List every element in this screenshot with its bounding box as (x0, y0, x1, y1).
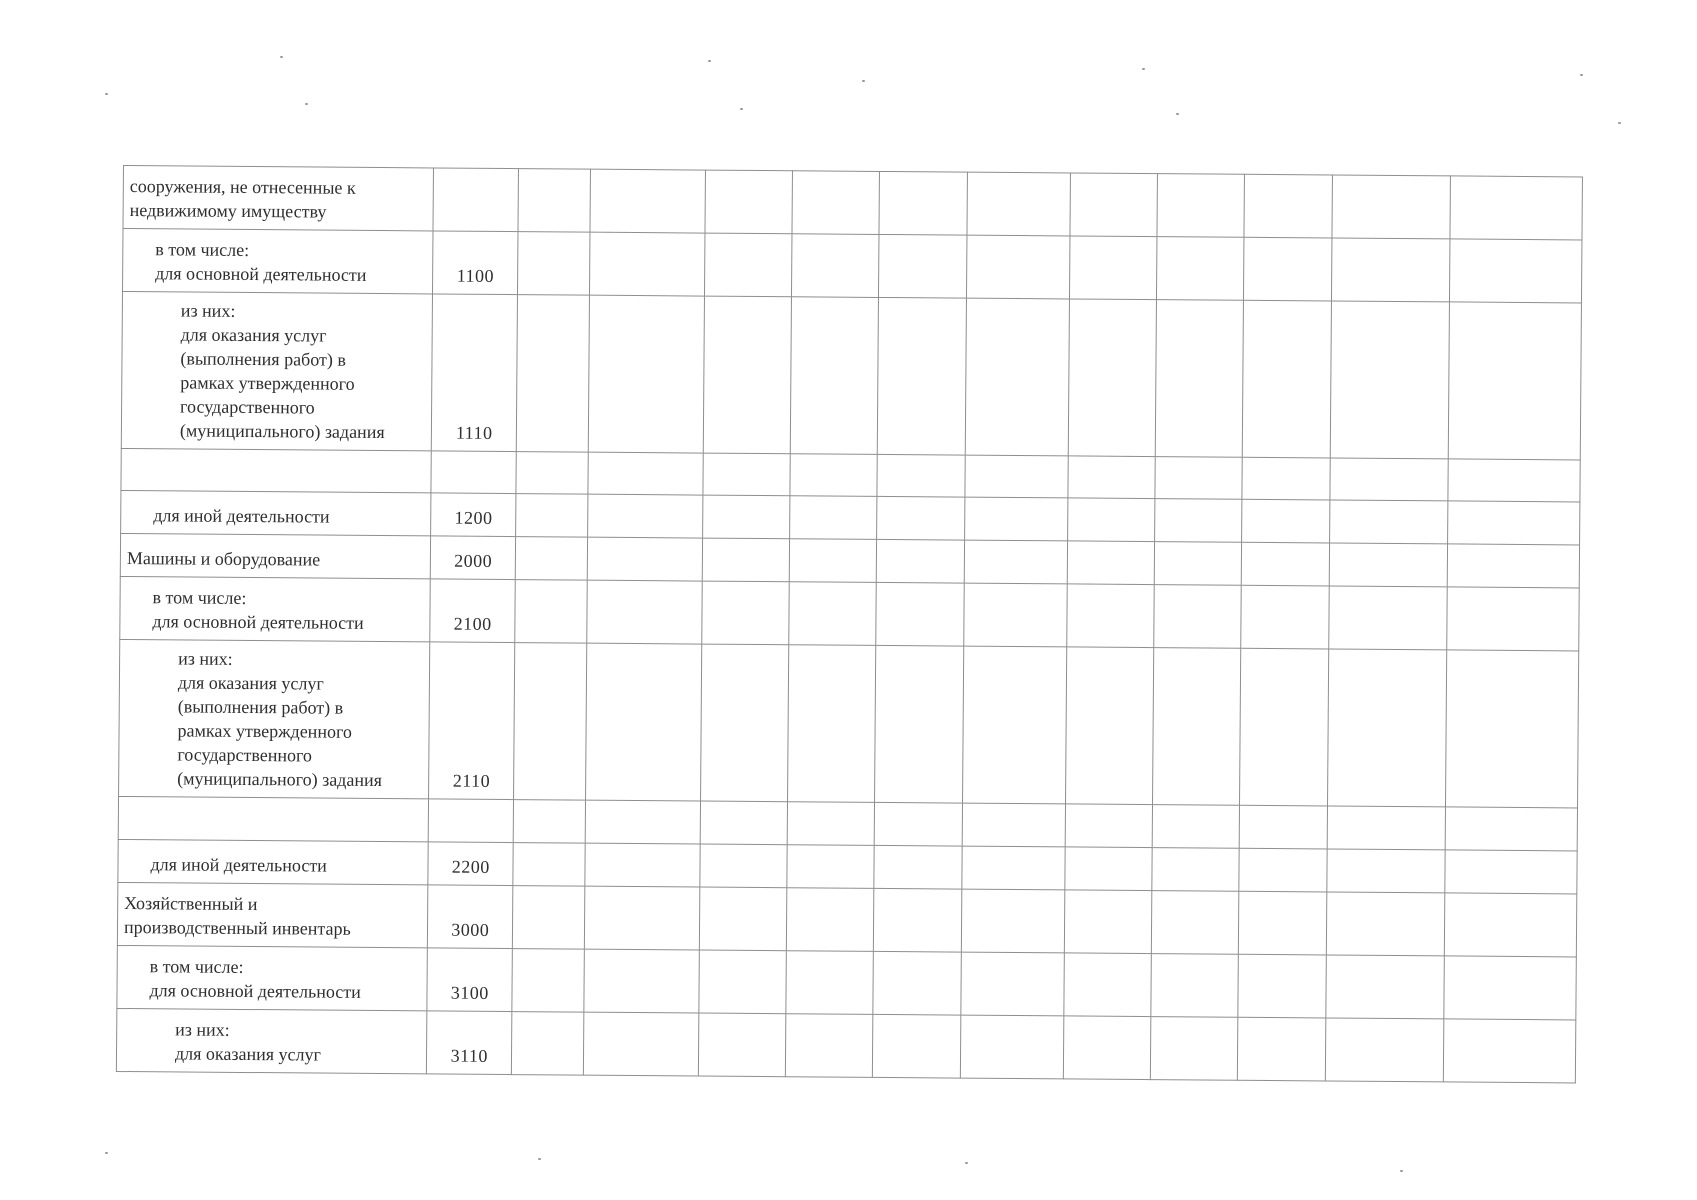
empty-value-cell (1155, 499, 1243, 543)
empty-value-cell (1244, 237, 1332, 301)
empty-value-cell (1244, 174, 1332, 238)
empty-value-cell (515, 580, 587, 644)
empty-value-cell (1325, 1018, 1443, 1082)
row-name-cell: Машины и оборудование (120, 533, 430, 578)
empty-value-cell (879, 171, 967, 235)
empty-value-cell (1151, 954, 1239, 1018)
empty-value-cell (1447, 544, 1580, 588)
empty-value-cell (1067, 498, 1155, 542)
empty-value-cell (876, 582, 964, 646)
empty-value-cell (586, 580, 701, 644)
empty-value-cell (1154, 585, 1242, 649)
empty-value-cell (512, 1012, 584, 1076)
empty-value-cell (1326, 955, 1444, 1019)
scan-speck (305, 103, 308, 105)
empty-value-cell (875, 802, 963, 846)
empty-value-cell (1445, 807, 1578, 851)
empty-value-cell (584, 886, 699, 950)
empty-value-cell (790, 297, 879, 455)
empty-value-cell (698, 950, 786, 1014)
empty-value-cell (516, 494, 587, 538)
empty-value-cell (1445, 850, 1578, 894)
empty-value-cell (1446, 587, 1579, 651)
table-row (116, 1008, 1575, 1082)
empty-value-cell (1067, 456, 1155, 499)
empty-value-cell (1069, 173, 1157, 237)
scan-speck (965, 1162, 968, 1164)
row-code-cell (431, 451, 517, 494)
empty-value-cell (583, 1012, 698, 1076)
row-name-cell: из них: для оказания услуг (выполнения работ) в рамках утвержденного государственного (муниципального) задания (119, 639, 430, 798)
empty-value-cell (873, 951, 961, 1015)
fixed-assets-table (116, 165, 1583, 1083)
empty-value-cell (585, 643, 701, 801)
table-row (121, 292, 1581, 460)
empty-value-cell (702, 495, 790, 539)
empty-value-cell (1069, 236, 1157, 300)
empty-value-cell (588, 452, 703, 495)
row-name-cell: из них: для оказания услуг (116, 1008, 427, 1073)
empty-value-cell (516, 452, 587, 495)
empty-value-cell (790, 454, 878, 497)
scan-speck (1618, 122, 1621, 124)
empty-value-cell (1239, 891, 1327, 955)
empty-value-cell (877, 496, 965, 540)
row-name-cell: Хозяйственный и производственный инвентарь (117, 882, 428, 947)
scan-speck (105, 93, 108, 95)
empty-value-cell (1329, 543, 1447, 587)
empty-value-cell (1063, 1016, 1151, 1080)
empty-value-cell (1238, 1017, 1326, 1081)
row-name-cell: для иной деятельности (118, 839, 428, 884)
empty-value-cell (513, 843, 584, 887)
empty-value-cell (1326, 892, 1444, 956)
empty-value-cell (961, 889, 1064, 953)
empty-value-cell (1239, 848, 1327, 892)
empty-value-cell (512, 949, 584, 1013)
empty-value-cell (700, 801, 788, 845)
empty-value-cell (1066, 584, 1154, 648)
empty-value-cell (1065, 804, 1153, 848)
empty-value-cell (1329, 586, 1447, 650)
empty-value-cell (704, 233, 792, 297)
empty-value-cell (965, 455, 1068, 498)
empty-value-cell (879, 234, 967, 298)
empty-value-cell (1242, 457, 1330, 500)
empty-value-cell (590, 169, 705, 233)
table-row (123, 166, 1582, 240)
empty-value-cell (962, 803, 1065, 847)
empty-value-cell (877, 539, 965, 583)
scan-speck (1142, 68, 1145, 70)
empty-value-cell (967, 172, 1070, 236)
empty-value-cell (961, 952, 1064, 1016)
empty-value-cell (587, 537, 702, 581)
row-name-cell: в том числе: для основной деятельности (120, 576, 431, 641)
empty-value-cell (962, 646, 1066, 804)
empty-value-cell (518, 232, 590, 296)
empty-value-cell (1447, 501, 1580, 545)
empty-value-cell (964, 497, 1067, 541)
scan-speck (105, 1152, 108, 1154)
empty-value-cell (787, 645, 876, 803)
empty-value-cell (588, 295, 704, 453)
empty-value-cell (792, 171, 880, 235)
row-code-cell: 3110 (426, 1011, 512, 1075)
empty-value-cell (1243, 300, 1332, 458)
empty-value-cell (699, 887, 787, 951)
empty-value-cell (962, 846, 1065, 890)
empty-value-cell (584, 843, 699, 887)
empty-value-cell (518, 169, 590, 233)
scan-speck (740, 108, 743, 110)
row-name-cell: в том числе: для основной деятельности (123, 229, 434, 294)
row-name-cell: в том числе: для основной деятельности (117, 945, 428, 1010)
empty-value-cell (698, 1013, 786, 1077)
table-row (117, 882, 1576, 956)
empty-value-cell (1242, 499, 1330, 543)
empty-value-cell (513, 886, 585, 950)
empty-value-cell (877, 454, 965, 497)
empty-value-cell (1154, 542, 1242, 586)
empty-value-cell (786, 888, 874, 952)
empty-value-cell (585, 800, 700, 844)
empty-value-cell (964, 540, 1067, 584)
empty-value-cell (787, 845, 875, 889)
row-code-cell (433, 168, 519, 232)
empty-value-cell (702, 453, 790, 496)
empty-value-cell (791, 234, 879, 298)
empty-value-cell (1240, 805, 1328, 849)
empty-value-cell (1332, 175, 1450, 239)
empty-value-cell (965, 298, 1069, 456)
empty-value-cell (703, 296, 792, 454)
empty-value-cell (1327, 806, 1445, 850)
row-name-cell: из них: для оказания услуг (выполнения работ) в рамках утвержденного государственного (муниципального) задания (121, 292, 432, 451)
empty-value-cell (875, 645, 964, 803)
empty-value-cell (1241, 585, 1329, 649)
table-row (120, 576, 1579, 650)
empty-value-cell (878, 297, 967, 455)
empty-value-cell (787, 802, 875, 846)
row-name-cell: для иной деятельности (121, 490, 431, 535)
empty-value-cell (1155, 457, 1243, 500)
empty-value-cell (785, 1014, 873, 1078)
row-code-cell: 3100 (427, 948, 513, 1012)
scan-speck (708, 60, 711, 62)
empty-value-cell (1157, 174, 1245, 238)
empty-value-cell (960, 1015, 1063, 1079)
empty-value-cell (1068, 299, 1157, 457)
table-row (123, 229, 1582, 303)
row-name-cell (118, 796, 428, 841)
scan-speck (862, 80, 865, 82)
row-code-cell: 3000 (427, 885, 513, 949)
row-name-cell (121, 448, 431, 492)
table-row (119, 639, 1579, 807)
row-code-cell: 2000 (430, 536, 516, 580)
table-body (116, 166, 1582, 1083)
empty-value-cell (1444, 893, 1577, 957)
empty-value-cell (786, 951, 874, 1015)
empty-value-cell (873, 1014, 961, 1078)
empty-value-cell (517, 295, 589, 453)
empty-value-cell (1449, 239, 1582, 303)
empty-value-cell (964, 583, 1067, 647)
empty-value-cell (1063, 953, 1151, 1017)
empty-value-cell (1065, 647, 1154, 805)
empty-value-cell (701, 581, 789, 645)
empty-value-cell (1238, 954, 1326, 1018)
row-name-cell: сооружения, не отнесенные к недвижимому имуществу (123, 166, 434, 231)
empty-value-cell (1240, 648, 1329, 806)
empty-value-cell (516, 537, 587, 581)
empty-value-cell (1331, 238, 1449, 302)
empty-value-cell (1330, 301, 1449, 459)
empty-value-cell (589, 232, 704, 296)
row-code-cell: 1100 (433, 231, 519, 295)
row-code-cell: 1200 (431, 493, 517, 537)
empty-value-cell (789, 539, 877, 583)
empty-value-cell (700, 644, 789, 802)
empty-value-cell (1330, 458, 1448, 501)
empty-value-cell (789, 582, 877, 646)
empty-value-cell (1067, 541, 1155, 585)
empty-value-cell (1327, 649, 1446, 807)
scan-speck (280, 56, 283, 58)
empty-value-cell (1064, 890, 1152, 954)
empty-value-cell (1155, 300, 1244, 458)
row-code-cell: 2110 (429, 642, 516, 800)
scan-speck (1400, 1170, 1403, 1172)
empty-value-cell (1152, 648, 1241, 806)
empty-value-cell (1445, 650, 1578, 808)
row-code-cell: 2200 (428, 842, 514, 886)
empty-value-cell (966, 235, 1069, 299)
empty-value-cell (1151, 891, 1239, 955)
empty-value-cell (1150, 1017, 1238, 1081)
empty-value-cell (1448, 302, 1581, 460)
empty-value-cell (1152, 848, 1240, 892)
empty-value-cell (1064, 847, 1152, 891)
scan-speck (1580, 74, 1583, 76)
empty-value-cell (514, 800, 585, 844)
row-code-cell: 2100 (430, 579, 516, 643)
empty-value-cell (1329, 500, 1447, 544)
empty-value-cell (587, 494, 702, 538)
empty-value-cell (1444, 956, 1577, 1020)
empty-value-cell (514, 643, 586, 801)
empty-value-cell (1327, 849, 1445, 893)
empty-value-cell (874, 888, 962, 952)
empty-value-cell (1156, 237, 1244, 301)
row-code-cell (428, 799, 514, 843)
scan-speck (538, 1158, 541, 1160)
empty-value-cell (1443, 1019, 1576, 1083)
empty-value-cell (1450, 176, 1583, 240)
empty-value-cell (704, 170, 792, 234)
empty-value-cell (790, 496, 878, 540)
row-code-cell: 1110 (431, 294, 518, 452)
empty-value-cell (699, 844, 787, 888)
scan-speck (1176, 113, 1179, 115)
empty-value-cell (702, 538, 790, 582)
empty-value-cell (584, 949, 699, 1013)
empty-value-cell (874, 845, 962, 889)
empty-value-cell (1242, 542, 1330, 586)
table-row (117, 945, 1576, 1019)
empty-value-cell (1152, 805, 1240, 849)
empty-value-cell (1448, 459, 1581, 502)
